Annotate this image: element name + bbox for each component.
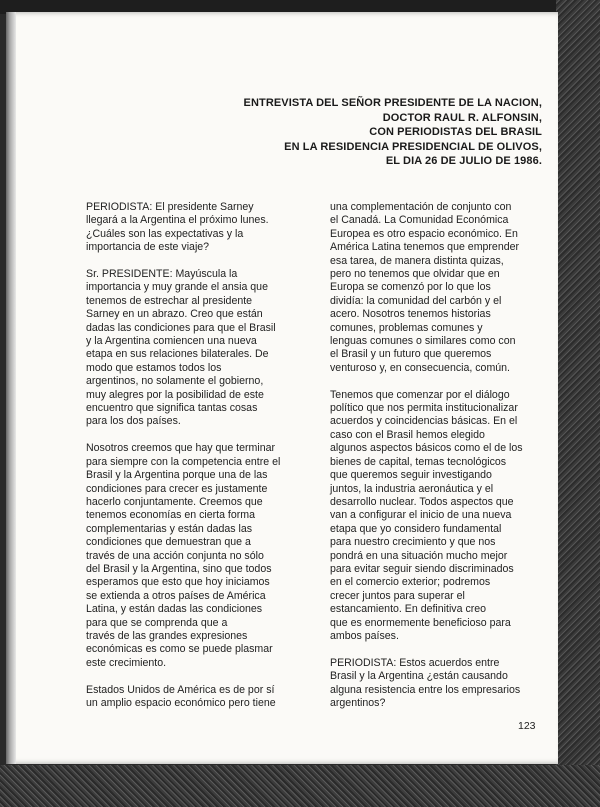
text-line: Europea es otro espacio económico. En (330, 227, 518, 240)
heading-line: EL DIA 26 DE JULIO DE 1986. (385, 155, 542, 168)
text-line: Brasil y la Argentina porque una de las (86, 469, 268, 482)
text-line: político que nos permita institucionalizar (330, 402, 518, 415)
paragraph (330, 389, 552, 644)
text-line: esperamos que esto que hoy iniciamos (86, 576, 270, 589)
text-line: tenemos economías en cierta forma (86, 509, 255, 522)
text-line: el Brasil y un futuro que queremos (330, 348, 492, 361)
text-line: bienes de capital, temas tecnológicos (330, 455, 507, 468)
text-line: caso con el Brasil hemos elegido (330, 428, 485, 441)
document-heading (244, 96, 542, 169)
text-line: venturoso y, en consecuencia, común. (330, 361, 511, 374)
text-line: crecer juntos para superar el (330, 589, 465, 602)
text-line: desarrollo nuclear. Todos aspectos que (330, 495, 514, 508)
text-line: importancia y muy grande el ansia que (86, 281, 268, 294)
page-number: 123 (518, 720, 536, 732)
text-line: Latina, y están dadas las condiciones (86, 603, 263, 616)
text-line: para que se comprenda que a (86, 616, 228, 629)
text-line: condiciones que demuestran que a (86, 536, 251, 549)
text-line: económicas es como se puede plasmar (86, 643, 273, 656)
heading-line: DOCTOR RAUL R. ALFONSIN, (382, 111, 542, 124)
text-line: hacerlo conjuntamente. Creemos que (86, 495, 263, 508)
text-line: dividía: la comunidad del carbón y el (330, 294, 502, 307)
text-line: través de una acción conjunta no sólo (86, 549, 264, 562)
text-line: argentinos, no solamente el gobierno, (86, 375, 264, 388)
text-line: para siempre con la competencia entre el (86, 455, 281, 468)
text-line: etapa que yo considero fundamental (330, 522, 502, 535)
scan-border-right (556, 0, 600, 807)
text-line: Tenemos que comenzar por el diálogo (330, 388, 510, 401)
text-line: esa tarea, de manera distinta quizas, (330, 254, 504, 267)
text-line: acero. Nosotros tenemos historias (330, 308, 491, 321)
scan-border-bottom (0, 765, 600, 807)
text-line: el Canadá. La Comunidad Económica (330, 214, 509, 227)
text-line: y la Argentina comiencen una nueva (86, 335, 257, 348)
paragraph (86, 442, 306, 670)
text-line: para nuestro crecimiento y que nos (330, 536, 496, 549)
page-binding-shadow (6, 12, 16, 764)
text-line: que queremos seguir investigando (330, 469, 492, 482)
heading-line: CON PERIODISTAS DEL BRASIL (369, 126, 542, 139)
text-line: pondrá en una situación mucho mejor (330, 549, 508, 562)
text-line: etapa en sus relaciones bilaterales. De (86, 348, 269, 361)
paragraph (86, 268, 306, 429)
text-line: argentinos? (330, 697, 386, 709)
text-line: comunes, problemas comunes y (330, 321, 483, 334)
text-line: PERIODISTA: Estos acuerdos entre (330, 656, 500, 669)
text-line: alguna resistencia entre los empresarios (330, 683, 521, 696)
text-line: para los dos países. (86, 415, 181, 428)
heading-line: ENTREVISTA DEL SEÑOR PRESIDENTE DE LA NACION, (243, 97, 542, 109)
text-line: algunos aspectos básicos como el de los (330, 442, 523, 455)
text-line: se extienda a otros países de América (86, 589, 266, 602)
text-line: van a configurar el inicio de una nueva (330, 509, 512, 522)
text-line: que es enormemente beneficioso para (330, 616, 511, 629)
paragraph (330, 201, 552, 375)
text-line: PERIODISTA: El presidente Sarney (86, 201, 254, 213)
right-text-column (330, 201, 552, 724)
text-line: Europa se comenzó por lo que los (330, 281, 491, 294)
left-text-column (86, 201, 306, 724)
text-line: Sarney en un abrazo. Creo que están (86, 308, 263, 321)
text-line: este crecimiento. (86, 656, 167, 669)
paragraph (330, 657, 552, 711)
text-line: modo que estamos todos los (86, 361, 222, 374)
text-line: importancia de este viaje? (86, 241, 210, 254)
paragraph (86, 201, 306, 255)
text-line: ¿Cuáles son las expectativas y la (86, 227, 244, 240)
text-line: través de las grandes expresiones (86, 629, 248, 642)
text-line: condiciones para crecer es justamente (86, 482, 268, 495)
text-line: ambos países. (330, 629, 399, 642)
text-line: acuerdos y coincidencias básicas. En el (330, 415, 518, 428)
text-line: un amplio espacio económico pero tiene (86, 696, 276, 709)
text-line: llegará a la Argentina el próximo lunes. (86, 214, 269, 227)
text-line: encuentro que significa tantas cosas (86, 402, 258, 415)
paragraph (86, 684, 306, 711)
text-line: del Brasil y la Argentina, sino que todos (86, 562, 272, 575)
text-line: lenguas comunes o similares como con (330, 335, 516, 348)
text-line: tenemos de estrechar al presidente (86, 294, 253, 307)
text-line: estancamiento. En definitiva creo (330, 603, 487, 616)
text-line: Brasil y la Argentina ¿están causando (330, 670, 508, 683)
text-line: juntos, la industria aeronáutica y el (330, 482, 494, 495)
text-line: para evitar seguir siendo discriminados (330, 562, 514, 575)
text-line: Sr. PRESIDENTE: Mayúscula la (86, 268, 238, 281)
text-line: una complementación de conjunto con (330, 201, 512, 213)
text-line: Nosotros creemos que hay que terminar (86, 442, 276, 455)
text-line: dadas las condiciones para que el Brasil (86, 321, 276, 334)
text-line: complementarias y están dadas las (86, 522, 253, 535)
text-line: América Latina tenemos que emprender (330, 241, 520, 254)
text-line: muy alegres por la posibilidad de este (86, 388, 264, 401)
text-line: pero no tenemos que olvidar que en (330, 268, 500, 281)
heading-line: EN LA RESIDENCIA PRESIDENCIAL DE OLIVOS, (284, 140, 542, 153)
text-line: en el comercio exterior; podremos (330, 576, 491, 589)
text-line: Estados Unidos de América es de por sí (86, 683, 275, 696)
